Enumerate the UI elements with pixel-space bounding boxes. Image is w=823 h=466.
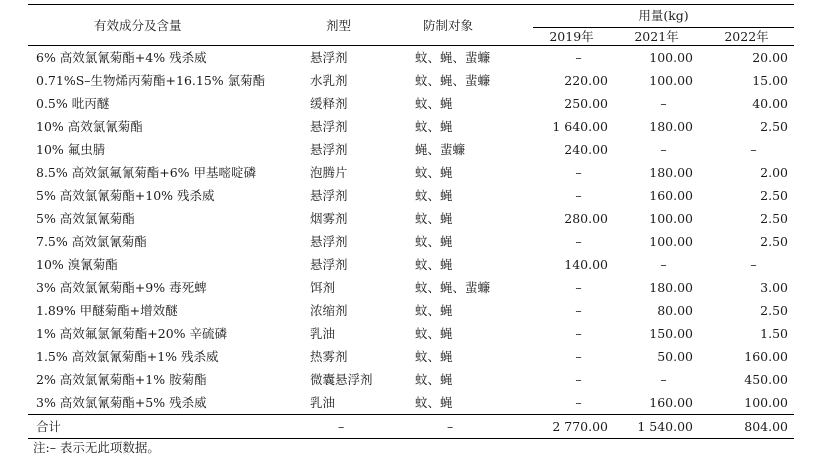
table-row	[28, 92, 794, 115]
cell-active-ingredient: 1.5% 高效氯氰菊酯+1% 残杀威	[36, 349, 219, 364]
total-2021: 1 540.00	[614, 415, 699, 439]
total-form: –	[304, 415, 409, 439]
cell-target: 蚊、蝇	[415, 234, 453, 249]
cell-formulation: 浓缩剂	[310, 303, 348, 318]
cell-formulation: 悬浮剂	[310, 50, 348, 65]
cell-target: 蚊、蝇、蜚蠊	[415, 280, 491, 295]
cell-2021: –	[660, 257, 667, 272]
table-row	[28, 322, 794, 345]
header-usage-group	[529, 5, 794, 29]
cell-2021: 150.00	[649, 326, 693, 341]
cell-active-ingredient: 3% 高效氯氰菊酯+5% 残杀威	[36, 395, 207, 410]
header-year-2021: 2021年	[634, 29, 679, 44]
cell-target: 蚊、蝇	[415, 119, 453, 134]
cell-2019: 250.00	[564, 96, 608, 111]
cell-active-ingredient: 10% 高效氯氰菊酯	[36, 119, 143, 134]
cell-active-ingredient: 3% 高效氯氰菊酯+9% 毒死蜱	[36, 280, 207, 295]
cell-2021: 100.00	[649, 211, 693, 226]
cell-formulation: 缓释剂	[310, 96, 348, 111]
cell-2019: 140.00	[564, 257, 608, 272]
cell-2022: –	[750, 257, 757, 272]
cell-formulation: 悬浮剂	[310, 234, 348, 249]
cell-2022: 2.50	[760, 119, 789, 134]
total-2019: 2 770.00	[529, 415, 614, 439]
cell-formulation: 泡腾片	[310, 165, 348, 180]
total-target: –	[409, 415, 529, 439]
header-active-ingredient: 有效成分及含量	[28, 5, 304, 46]
cell-2021: –	[660, 372, 667, 387]
header-year-2022: 2022年	[724, 29, 769, 44]
table-row	[28, 184, 794, 207]
header-row	[28, 5, 794, 29]
cell-active-ingredient: 5% 高效氯氰菊酯+10% 残杀威	[36, 188, 215, 203]
cell-formulation: 乳油	[310, 395, 336, 410]
cell-target: 蚊、蝇、蜚蠊	[415, 50, 491, 65]
cell-formulation: 悬浮剂	[310, 188, 348, 203]
total-row	[28, 415, 794, 439]
table-row	[28, 138, 794, 161]
cell-2022: 1.50	[760, 326, 789, 341]
cell-2022: 2.50	[760, 234, 789, 249]
cell-2019: –	[575, 303, 582, 318]
table-row	[28, 299, 794, 322]
cell-2022: 2.50	[760, 303, 789, 318]
table-row	[28, 207, 794, 230]
cell-2021: –	[660, 96, 667, 111]
cell-active-ingredient: 7.5% 高效氯氰菊酯	[36, 234, 147, 249]
cell-target: 蚊、蝇	[415, 257, 453, 272]
cell-formulation: 悬浮剂	[310, 142, 348, 157]
table-row	[28, 253, 794, 276]
table-row	[28, 46, 794, 69]
cell-target: 蝇、蜚蠊	[415, 142, 466, 157]
cell-2019: –	[575, 372, 582, 387]
table-row	[28, 115, 794, 138]
cell-2019: –	[575, 165, 582, 180]
table-row	[28, 69, 794, 92]
header-target: 防制对象	[409, 5, 529, 46]
cell-2021: 180.00	[649, 280, 693, 295]
cell-2022: 2.50	[760, 211, 789, 226]
cell-active-ingredient: 1.89% 甲醚菊酯+增效醚	[36, 303, 178, 318]
cell-active-ingredient: 1% 高效氟氯氰菊酯+20% 辛硫磷	[36, 326, 228, 341]
cell-active-ingredient: 8.5% 高效氯氟氰菊酯+6% 甲基嘧啶磷	[36, 165, 257, 180]
total-2022: 804.00	[699, 415, 794, 439]
insecticide-usage-table-container	[28, 4, 794, 439]
cell-2021: 50.00	[657, 349, 693, 364]
cell-2022: 15.00	[752, 73, 789, 88]
cell-2019: –	[575, 326, 582, 341]
total-label: 合计	[28, 415, 304, 439]
table-row	[28, 161, 794, 184]
cell-2019: –	[575, 234, 582, 249]
cell-2019: –	[575, 395, 582, 410]
cell-2021: 100.00	[649, 234, 693, 249]
cell-active-ingredient: 6% 高效氯氰菊酯+4% 残杀威	[36, 50, 207, 65]
table-footnote: 注:– 表示无此项数据。	[33, 440, 160, 455]
table-row	[28, 345, 794, 368]
cell-2021: 160.00	[649, 188, 693, 203]
cell-2019: –	[575, 280, 582, 295]
cell-active-ingredient: 0.71%S–生物烯丙菊酯+16.15% 氯菊酯	[36, 73, 266, 88]
cell-formulation: 饵剂	[310, 280, 336, 295]
cell-2022: 100.00	[744, 395, 789, 410]
header-year-2019: 2019年	[549, 29, 594, 44]
cell-2019: –	[575, 349, 582, 364]
header-formulation: 剂型	[304, 5, 409, 46]
cell-target: 蚊、蝇	[415, 188, 453, 203]
cell-active-ingredient: 5% 高效氯氰菊酯	[36, 211, 135, 226]
cell-formulation: 微囊悬浮剂	[310, 372, 373, 387]
cell-target: 蚊、蝇	[415, 326, 453, 341]
cell-2021: 180.00	[649, 119, 693, 134]
cell-2021: 160.00	[649, 395, 693, 410]
cell-2022: 3.00	[760, 280, 789, 295]
cell-formulation: 水乳剂	[310, 73, 348, 88]
cell-target: 蚊、蝇	[415, 395, 453, 410]
table-row	[28, 368, 794, 391]
cell-2021: –	[660, 142, 667, 157]
cell-active-ingredient: 10% 氟虫腈	[36, 142, 106, 157]
cell-2019: 240.00	[564, 142, 608, 157]
cell-formulation: 烟雾剂	[310, 211, 348, 226]
cell-2022: 450.00	[744, 372, 789, 387]
cell-active-ingredient: 2% 高效氯氰菊酯+1% 胺菊酯	[36, 372, 207, 387]
cell-2019: 280.00	[564, 211, 608, 226]
cell-2022: 160.00	[744, 349, 789, 364]
cell-2021: 100.00	[649, 73, 693, 88]
cell-2021: 80.00	[657, 303, 693, 318]
cell-2019: 220.00	[564, 73, 608, 88]
table-row	[28, 391, 794, 415]
cell-formulation: 热雾剂	[310, 349, 348, 364]
cell-target: 蚊、蝇	[415, 349, 453, 364]
cell-2022: –	[750, 142, 757, 157]
insecticide-usage-table	[28, 4, 794, 439]
table-body	[28, 46, 794, 415]
cell-target: 蚊、蝇	[415, 372, 453, 387]
cell-target: 蚊、蝇	[415, 211, 453, 226]
cell-target: 蚊、蝇	[415, 165, 453, 180]
cell-active-ingredient: 10% 溴氰菊酯	[36, 257, 118, 272]
cell-formulation: 悬浮剂	[310, 119, 348, 134]
cell-target: 蚊、蝇	[415, 96, 453, 111]
cell-formulation: 悬浮剂	[310, 257, 348, 272]
cell-target: 蚊、蝇、蜚蠊	[415, 73, 491, 88]
cell-2022: 20.00	[752, 50, 789, 65]
cell-active-ingredient: 0.5% 吡丙醚	[36, 96, 110, 111]
header-usage-label: 用量(kg)	[533, 5, 794, 28]
table-row	[28, 230, 794, 253]
cell-2019: 1 640.00	[552, 119, 608, 134]
cell-2022: 2.50	[760, 188, 789, 203]
cell-formulation: 乳油	[310, 326, 336, 341]
cell-2022: 40.00	[752, 96, 789, 111]
cell-2021: 100.00	[649, 50, 693, 65]
cell-2022: 2.00	[760, 165, 789, 180]
cell-target: 蚊、蝇	[415, 303, 453, 318]
cell-2019: –	[575, 50, 582, 65]
cell-2019: –	[575, 188, 582, 203]
table-row	[28, 276, 794, 299]
cell-2021: 180.00	[649, 165, 693, 180]
